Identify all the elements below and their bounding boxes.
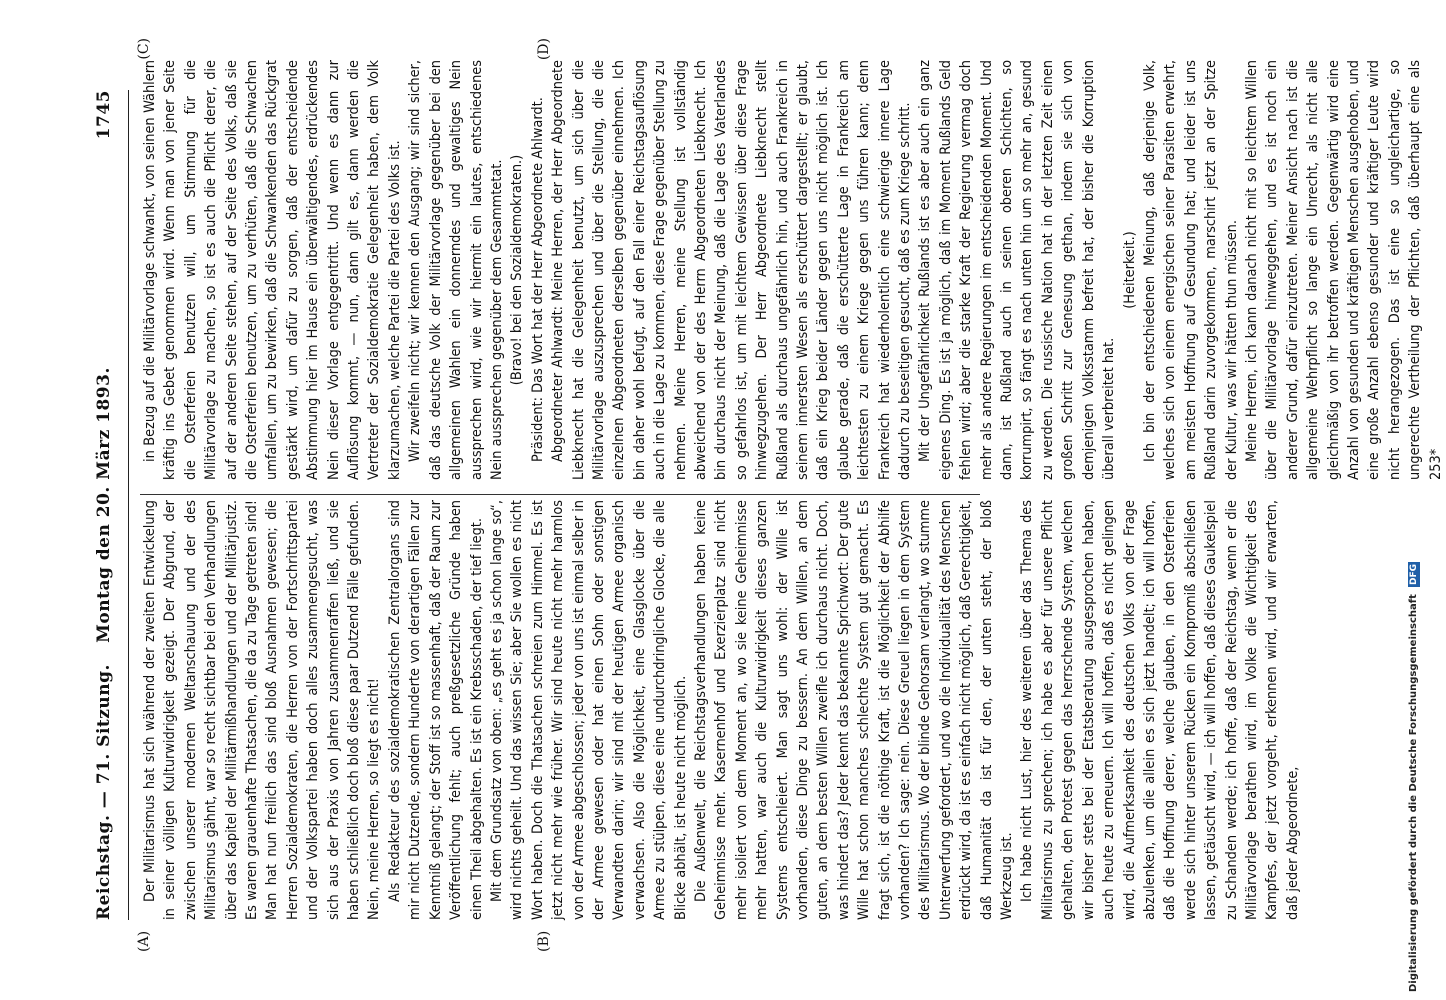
header-session: Reichstag. — 71. Sitzung. xyxy=(94,664,114,920)
paragraph: Wir zweifeln nicht; wir kennen den Ausgang; wir sind sicher, daß das deutsche Volk der Militärvorlage gegenüber bei den allgemeinen Wahlen ein donnerndes und gewaltiges Nein aussprechen wird, wie wir hiermit ein lautes, entschiedenes Nein aussprechen gegenüber dem Gesammtetat. xyxy=(407,60,505,480)
paragraph: Abgeordneter Ahlwardt: Meine Herren, der Herr Abgeordnete Liebknecht hat die Gelegenheit benutzt, um sich über die Militärvorlage auszusprechen und über die Stellung, die die einzelnen Abgeordneten derselben gegenüber einnehmen. Ich bin daher wohl befugt, auf den Fall einer Reichstagsauflösung auch in die Lage zu kommen, diese Frage gegenüber Stellung zu nehmen. Meine Herren, meine Stellung ist vollständig abweichend von der des Herrn Abgeordneten Liebknecht. Ich bin durchaus nicht der Meinung, daß die Lage des Vaterlandes so gefahrlos ist, um mit leichtem Gewissen über diese Frage hinwegzugehen. Der Herr Abgeordnete Liebknecht stellt Rußland als durchaus ungefährlich hin, und auch Frankreich in seinem innersten Wesen als erschüttert dargestellt; er glaubt, daß ein Krieg beider Länder gegen uns nicht möglich ist. Ich glaube gerade, daß die erschütterte Lage in Frankreich am leichtesten zu einem Kriege gegen uns führen kann; denn Frankreich hat wiederholentlich eine schwierige innere Lage dadurch zu beseitigen gesucht, daß es zum Kriege schritt. xyxy=(550,60,914,480)
margin-marker-b: (B) xyxy=(536,930,552,952)
applause-note: (Bravo! bei den Sozialdemokraten.) xyxy=(509,154,526,386)
margin-marker-a: (A) xyxy=(136,930,152,952)
header-rule xyxy=(128,90,129,920)
margin-marker-c: (C) xyxy=(136,38,152,60)
paragraph: Mit dem Grundsatz von oben: „es geht es ja schon lange so“, wird nichts geheilt. Und das wissen Sie; aber Sie wollen es nicht Wort haben. Doch die Thatsachen schreien zum Himmel. Es ist jetzt nicht mehr wie früher. Wir sind heute nicht mehr harmlos von der Armee abgeschlossen; jeder von uns ist einmal selber in der Armee gewesen oder hat einen Sohn oder sonstigen Verwandten darin; wir sind mit der heutigen Armee organisch verwachsen. Also die Möglichkeit, eine Glasglocke über die Armee zu stülpen, diese eine undurchdringliche Glocke, die alle Blicke abhält, ist heute nicht möglich. xyxy=(488,500,689,920)
paragraph: Der Militarismus hat sich während der zweiten Entwickelung in seiner völligen Kulturwidrigkeit gezeigt. Der Abgrund, der zwischen unserer modernen Weltanschauung und der des Militarismus gähnt, war so recht sichtbar bei den Verhandlungen über das Kapitel der Militärmißhandlungen und der Militärjustiz. Es waren grauenhafte Thatsachen, die da zu Tage getreten sind! Man hat nun freilich das sind bloß Ausnahmen gewesen; die Herren Sozialdemokraten, die Herren von der Fortschrittspartei und der Volkspartei haben doch alles zusammengesucht, was sich aus der Praxis von Jahren zusammenraffen ließ, und sie haben schließlich doch bloß diese paar Dutzend Fälle gefunden. Nein, meine Herren, so liegt es nicht! xyxy=(142,500,383,920)
text-column-right xyxy=(140,60,1444,480)
speaker-paragraph: Präsident: Das Wort hat der Herr Abgeordnete Ahlwardt. xyxy=(529,97,546,462)
laughter-note: (Heiterkeit.) xyxy=(1121,231,1138,309)
column-divider xyxy=(140,494,980,495)
paragraph: Als Redakteur des sozialdemokratischen Zentralorgans sind mir nicht Dutzende, sondern Hunderte von derartigen Fällen zur Kenntniß gelangt; der Stoff ist so massenhaft, daß der Raum zur Veröffentlichung fehlt; auch preßgesetzliche Gründe haben einen Theil abgehalten. Es ist ein Krebsschaden, der tief liegt. xyxy=(386,500,485,920)
credit-text: Digitalisierung gefördert durch die Deutsche Forschungsgemeinschaft xyxy=(1408,594,1419,992)
paragraph: Meine Herren, ich kann danach nicht mit so leichtem Willen über die Militärvorlage hinweggehen, und es ist noch ein anderer Grund, dafür einzutreten. Meiner Ansicht nach ist die allgemeine Wehrpflicht so lange ein Unrecht, als nicht alle gleichmäßig von ihr betroffen werden. Gegenwärtig wird eine Anzahl von gesunden und kräftigen Menschen ausgehoben, und eine große Anzahl ebenso gesunder und kräftiger Leute wird nicht herangezogen. Das ist eine so ungleichartige, so ungerechte Vertheilung der Pflichten, daß überhaupt eine als 253* xyxy=(1243,60,1444,480)
digitization-credit xyxy=(1408,8,1432,992)
paragraph: Ich bin der entschiedenen Meinung, daß derjenige Volk, welches sich von einem energischen seiner Parasiten erwehrt, am meisten Hoffnung auf Gesundung hat; und leider ist uns Rußland darin zuvorgekommen, marschirt jetzt an der Spitze der Kultur, was wir hätten thun müssen. xyxy=(1141,60,1240,480)
margin-marker-d: (D) xyxy=(536,38,552,61)
header-date: Montag den 20. März 1893. xyxy=(94,367,114,643)
paragraph: in Bezug auf die Militärvorlage schwankt, von seinen Wählern kräftig ins Gebet genommen wird. Wenn man von jener Seite die Osterferien benutzen will, um Stimmung für die Militärvorlage zu machen, so ist es auch die Pflicht derer, die auf der anderen Seite stehen, auf der Seite des Volks, daß sie die Osterferien benutzen, um zu verhüten, daß die Schwachen umfallen, um zu bewirken, daß die Schwankenden das Rückgrat gestärkt wird, um dafür zu sorgen, daß der entscheidende Abstimmung hier im Hause ein überwältigendes, erdrückendes Nein dieser Vorlage entgegentritt. Und wenn es dann zur Auflösung kommt, — nun, dann gilt es, dann werden die Vertreter der Sozialdemokratie Gelegenheit haben, dem Volk klarzumachen, welche Partei die Partei des Volks ist. xyxy=(142,60,403,480)
page-number: 1745 xyxy=(94,90,114,140)
paragraph: Mit der Ungefährlichkeit Rußlands ist es aber auch ein ganz eigenes Ding. Es ist ja möglich, daß im Moment Rußlands Geld fehlen wird; aber die starke Kraft der Regierung vermag doch mehr als andere Regierungen im entscheidenden Moment. Und dann, ist Rußland auch in seinen oberen Schichten, so korrumpirt, so fängt es nach unten hin um so mehr an, gesund zu werden. Die russische Nation hat in der letzten Zeit einen großen Schritt zur Genesung gethan, indem sie sich von demjenigen Volksstamm befreit hat, der bisher die Korruption überall verbreitet hat. xyxy=(917,60,1118,480)
dfg-logo: DFG xyxy=(1409,563,1419,585)
page-header xyxy=(94,90,124,920)
paragraph: Die Außenwelt, die Reichstagsverhandlungen haben keine Geheimnisse mehr. Kasernenhof und Exerzierplatz sind nicht mehr isoliert von dem Moment an, wo sie keine Geheimnisse mehr hatten, war auch die Kulturwidrigkeit dieses ganzen Systems entschleiert. Man sagt uns wohl: der Wille ist vorhanden, diese Dinge zu bessern. An dem Willen, an dem guten, an dem besten Willen zweifle ich durchaus nicht. Doch, was hindert das? Jeder kennt das bekannte Sprichwort: Der gute Wille hat schon manches schlechte System gut gemacht. Es fragt sich, ist die nöthige Kraft, ist die Möglichkeit der Abhilfe vorhanden? Ich sage: nein. Diese Greuel liegen in dem System des Militarismus. Wo der blinde Gehorsam verlangt, wo stumme Unterwerfung gefordert, und wo die Individualität des Menschen erdrückt wird, da ist es einfach nicht möglich, daß Gerechtigkeit, daß Humanität da ist für den, der unten steht, der bloß Werkzeug ist. xyxy=(692,500,1016,920)
paragraph: Ich habe nicht Lust, hier des weiteren über das Thema des Militarismus zu sprechen; ich habe es aber für unsere Pflicht gehalten, den Protest gegen das herrschende System, welchen wir bisher stets bei der Etatsberatung ausgesprochen haben, auch heute zu erneuern. Ich will hoffen, daß es nicht gelingen wird, die Aufmerksamkeit des deutschen Volks von der Frage abzulenken, um die allein es sich jetzt handelt; ich will hoffen, daß die Hoffnung derer, welche glauben, in den Osterferien werde sich hinter unserem Rücken ein Kompromiß abschließen lassen, getäuscht wird, — ich will hoffen, daß dieses Gaukelspiel zu Schanden werde; ich hoffe, daß der Reichstag, wenn er die Militärvorlage berathen wird, im Volke die Wichtigkeit des Kampfes, der jetzt vorgeht, erkennen wird, und wir erwarten, daß jeder Abgeordnete, xyxy=(1019,500,1301,920)
text-column-left xyxy=(140,500,1301,920)
